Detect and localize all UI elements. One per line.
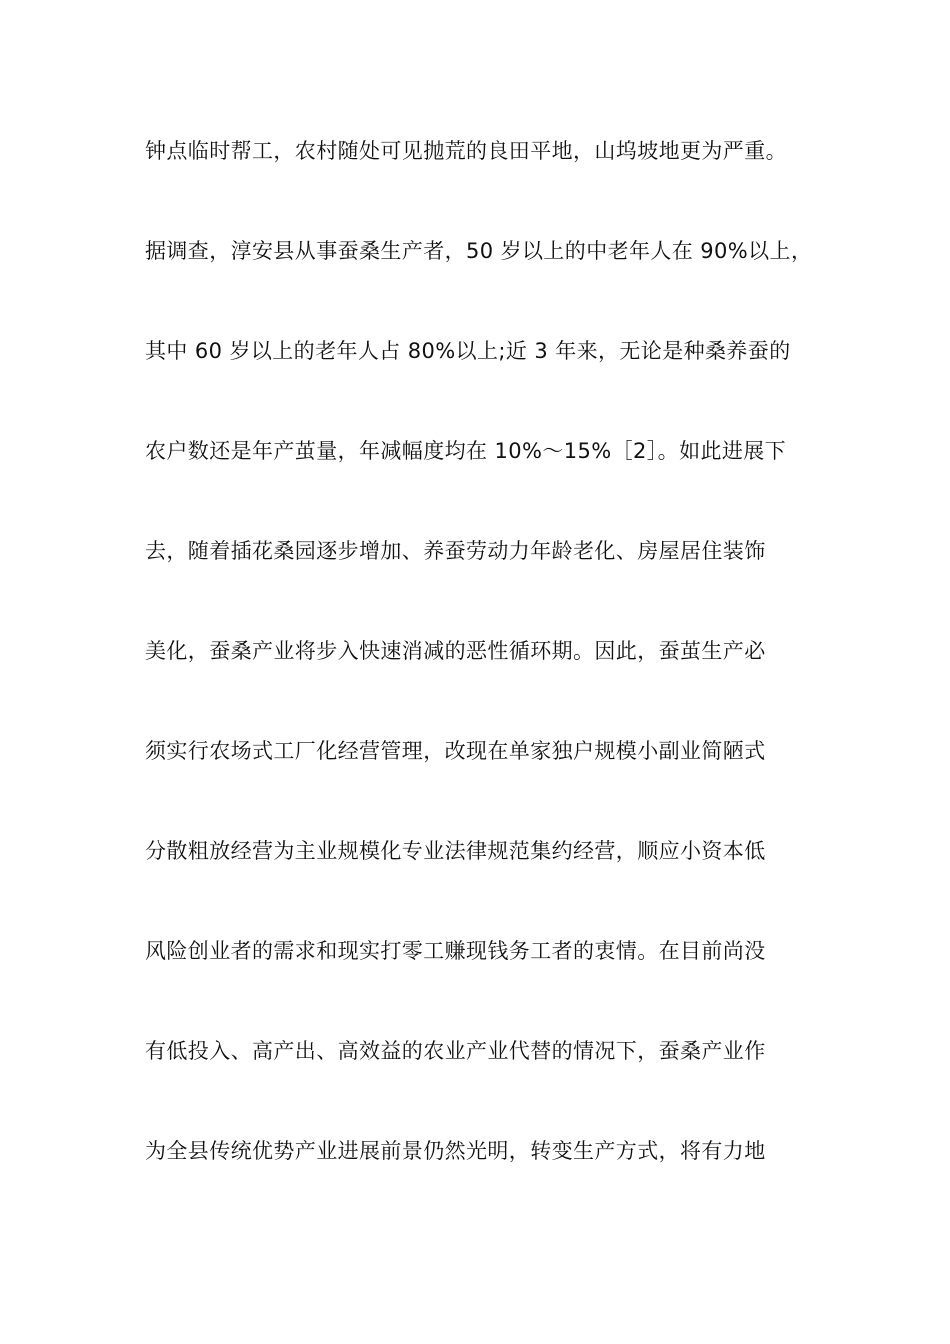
text-line: 分散粗放经营为主业规模化专业法律规范集约经营，顺应小资本低 [145,839,766,863]
text-line: 钟点临时帮工，农村随处可见抛荒的良田平地，山坞坡地更为严重。 [145,139,787,163]
text-line: 须实行农场式工厂化经营管理，改现在单家独户规模小副业简陋式 [145,739,766,763]
text-line: 风险创业者的需求和现实打零工赚现钱务工者的衷情。在目前尚没 [145,939,766,963]
text-line: 为全县传统优势产业进展前景仍然光明，转变生产方式，将有力地 [145,1139,766,1163]
text-line: 美化，蚕桑产业将步入快速消减的恶性循环期。因此，蚕茧生产必 [145,639,766,663]
body-text [145,128,825,1228]
text-line: 有低投入、高产出、高效益的农业产业代替的情况下，蚕桑产业作 [145,1039,766,1063]
text-line: 其中 60 岁以上的老年人占 80%以上;近 3 年来，无论是种桑养蚕的 [145,339,791,363]
text-line: 去，随着插花桑园逐步增加、养蚕劳动力年龄老化、房屋居住装饰 [145,539,766,563]
text-line: 据调查，淳安县从事蚕桑生产者，50 岁以上的中老年人在 90%以上， [145,239,813,263]
text-line: 农户数还是年产茧量，年减幅度均在 10%～15%［2］。如此进展下 [145,439,787,463]
